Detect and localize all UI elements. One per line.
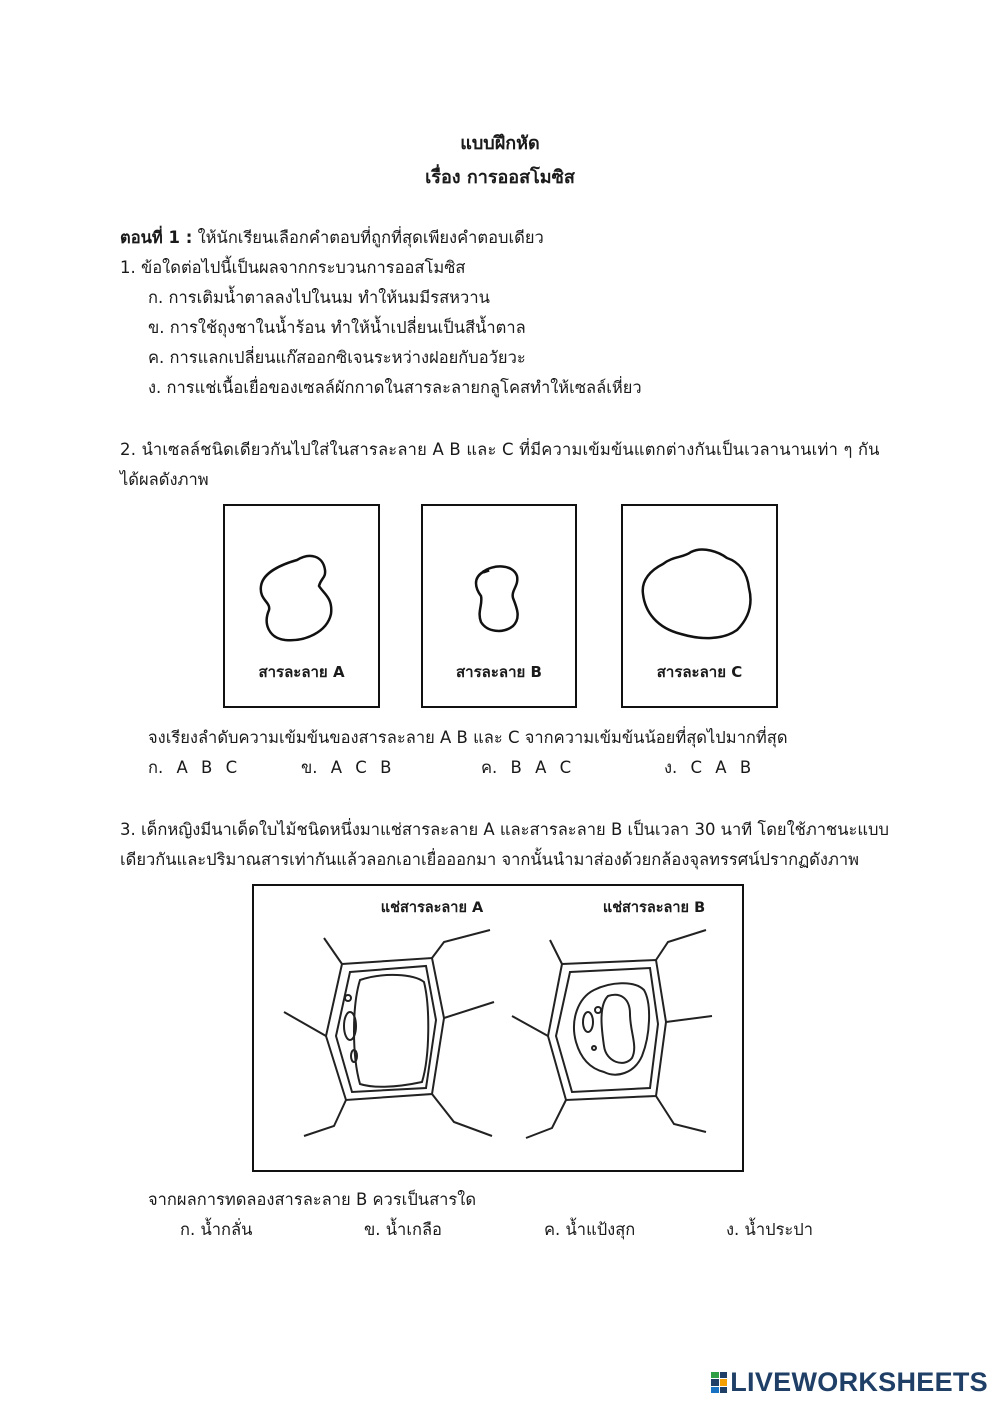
instruction-text: ให้นักเรียนเลือกคำตอบที่ถูกที่สุดเพียงคำตอบเดียว (192, 228, 544, 247)
q1-question: 1. ข้อใดต่อไปนี้เป็นผลจากกระบวนการออสโมซิส (120, 258, 466, 277)
q2-prompt: จงเรียงลำดับความเข้มข้นของสารละลาย A B และ C จากความเข้มข้นน้อยที่สุดไปมากที่สุด (148, 728, 788, 747)
liveworksheets-logo-icon (711, 1372, 727, 1394)
page-title: แบบฝึกหัด (460, 133, 540, 154)
q3-question-line1: 3. เด็กหญิงมีนาเด็ดใบไม้ชนิดหนึ่งมาแช่สารละลาย A และสารละลาย B เป็นเวลา 30 นาที โดยใช้ภาชนะแบบ (120, 820, 889, 839)
plant-cell-drawings (254, 886, 742, 1170)
q3-option-b[interactable]: ข. น้ำเกลือ (364, 1220, 442, 1239)
q2-question-line2: ได้ผลดังภาพ (120, 470, 209, 489)
q2-panel-b-label: สารละลาย B (456, 663, 542, 681)
q2-option-c[interactable]: ค. B A C (481, 758, 572, 777)
q2-panel-a-label: สารละลาย A (258, 663, 345, 681)
q1-option-c[interactable]: ค. การแลกเปลี่ยนแก๊สออกซิเจนระหว่างฝอยกับอวัยวะ (148, 348, 526, 367)
q2-panel-a (223, 504, 380, 708)
q3-figure (252, 884, 744, 1172)
q1-option-d[interactable]: ง. การแช่เนื้อเยื่อของเซลล์ผักกาดในสารละลายกลูโคสทำให้เซลล์เหี่ยว (148, 378, 642, 397)
q3-option-a[interactable]: ก. น้ำกลั่น (180, 1220, 253, 1239)
q3-option-c[interactable]: ค. น้ำแป้งสุก (544, 1220, 636, 1239)
q2-panel-c (621, 504, 778, 708)
liveworksheets-logo (711, 1367, 988, 1398)
q3-figure-label-b: แช่สารละลาย B (602, 900, 706, 916)
q3-figure-label-a: แช่สารละลาย A (380, 900, 484, 916)
q2-question-line1: 2. นำเซลล์ชนิดเดียวกันไปใส่ในสารละลาย A B และ C ที่มีความเข้มข้นแตกต่างกันเป็นเวลานานเท่า ๆ กัน (120, 440, 880, 459)
q2-panel-c-label: สารละลาย C (656, 663, 743, 681)
liveworksheets-logo-text: LIVEWORKSHEETS (730, 1367, 988, 1397)
q3-option-d[interactable]: ง. น้ำประปา (726, 1220, 814, 1239)
q1-option-a[interactable]: ก. การเติมน้ำตาลลงไปในนม ทำให้นมมีรสหวาน (148, 288, 490, 307)
q2-option-a[interactable]: ก. A B C (148, 758, 238, 777)
instruction-label: ตอนที่ 1 : (120, 228, 193, 247)
page-subtitle: เรื่อง การออสโมซิส (425, 167, 575, 188)
q2-option-b[interactable]: ข. A C B (301, 758, 392, 777)
q2-panel-b (421, 504, 577, 708)
q2-option-d[interactable]: ง. C A B (664, 758, 752, 777)
q1-option-b[interactable]: ข. การใช้ถุงชาในน้ำร้อน ทำให้น้ำเปลี่ยนเป็นสีน้ำตาล (148, 318, 526, 337)
q3-prompt: จากผลการทดลองสารละลาย B ควรเป็นสารใด (148, 1190, 477, 1209)
q3-question-line2: เดียวกันและปริมาณสารเท่ากันแล้วลอกเอาเยื่อออกมา จากนั้นนำมาส่องด้วยกล้องจุลทรรศน์ปรากฏดังภาพ (120, 850, 859, 869)
instruction (120, 228, 544, 248)
